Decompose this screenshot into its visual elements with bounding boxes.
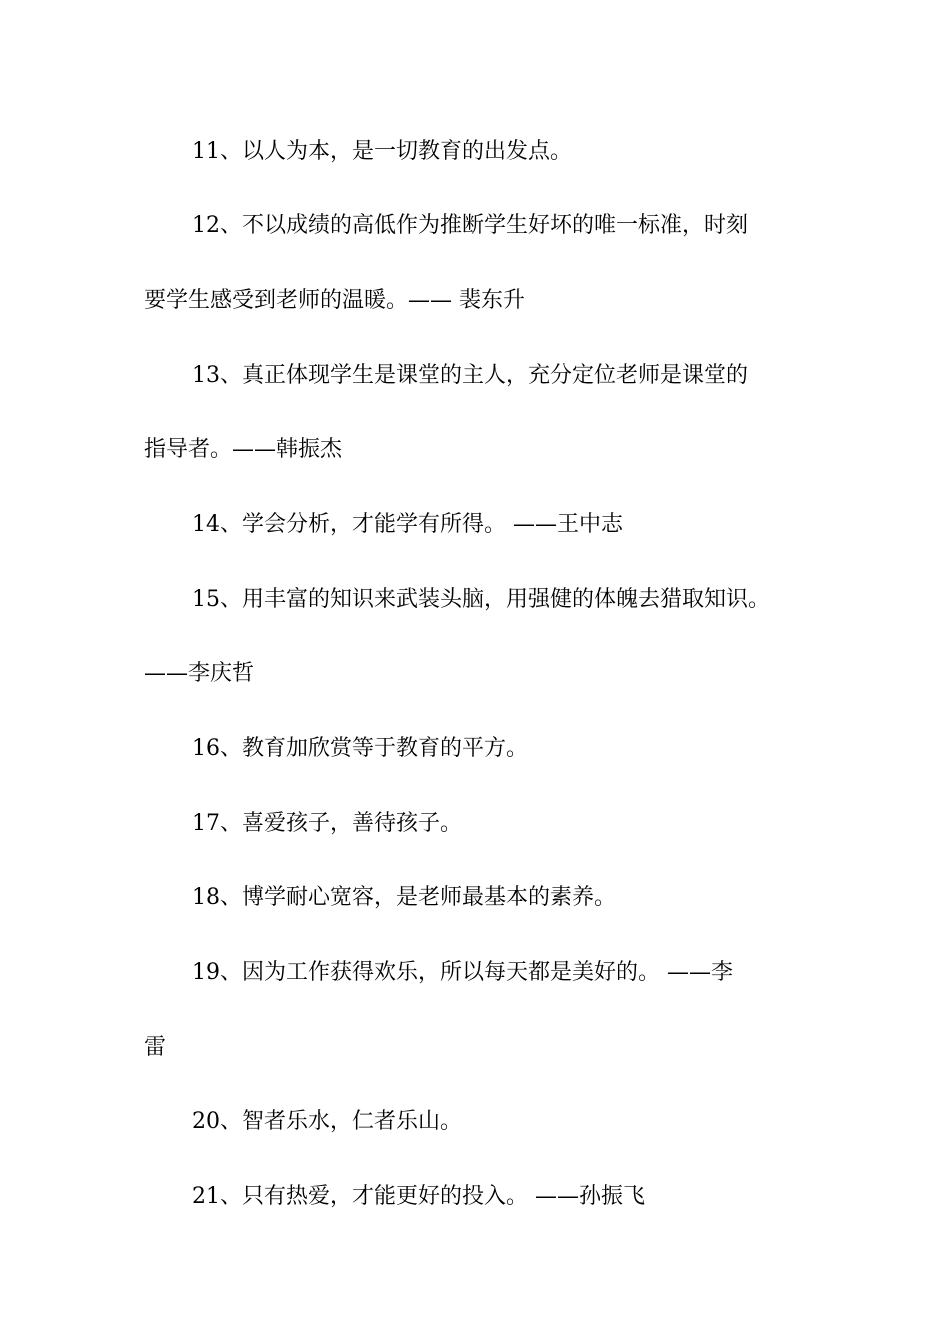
quote-20: 20、智者乐水，仁者乐山。 (192, 1109, 462, 1134)
quote-13: 13、真正体现学生是课堂的主人，充分定位老师是课堂的 (192, 363, 748, 388)
quote-16: 16、教育加欣赏等于教育的平方。 (192, 736, 528, 761)
quote-19: 19、因为工作获得欢乐，所以每天都是美好的。 ——李 (192, 960, 733, 985)
quote-13-continuation: 指导者。——韩振杰 (144, 437, 343, 462)
quote-14: 14、学会分析，才能学有所得。 ——王中志 (192, 512, 623, 537)
quote-18: 18、博学耐心宽容，是老师最基本的素养。 (192, 885, 616, 910)
quote-17: 17、喜爱孩子，善待孩子。 (192, 811, 462, 836)
quote-11: 11、以人为本，是一切教育的出发点。 (192, 139, 572, 164)
quote-19-continuation: 雷 (144, 1035, 167, 1060)
quote-15: 15、用丰富的知识来武装头脑，用强健的体魄去猎取知识。 (192, 587, 770, 612)
quote-12: 12、不以成绩的高低作为推断学生好坏的唯一标准，时刻 (192, 213, 748, 238)
quote-15-continuation: ——李庆哲 (144, 661, 255, 686)
quote-12-continuation: 要学生感受到老师的温暖。—— 裴东升 (144, 288, 525, 313)
quote-21: 21、只有热爱，才能更好的投入。 ——孙振飞 (192, 1184, 645, 1209)
